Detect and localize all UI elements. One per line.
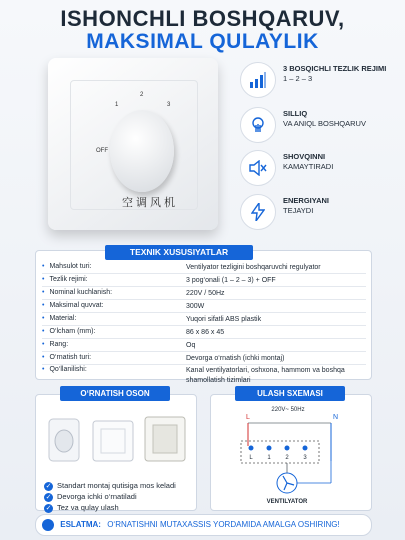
spec-row [42,341,366,351]
spec-value: 300W [186,303,205,310]
wiring-diagram [213,401,369,507]
speed-mark-1: 1 [115,102,119,108]
spec-table [35,250,372,384]
feature-speed [240,62,400,102]
spec-row [42,328,366,338]
hand-touch-icon [240,107,276,143]
install-heading: O‘RNATISH OSON [60,386,170,401]
spec-key: • O‘lcham (mm): [42,328,186,338]
terminal-1: 1 [267,455,271,461]
spec-key: • Mahsulot turi: [42,263,186,273]
spec-value: Kanal ventilyatorlari, oshxona, hammom va boshqa shamollatish tizimlari [186,367,345,384]
spec-row [42,276,366,286]
install-item: ✓ Tez va qulay ulash [45,503,119,512]
feature-smooth [240,107,400,147]
spec-key: • Rang: [42,341,186,351]
off-mark: OFF [96,148,108,154]
install-item: ✓ Devorga ichki o‘rnatiladi [45,492,137,501]
spec-key: • Tezlik rejimi: [42,276,186,286]
speed-mark-3: 3 [167,102,171,108]
spec-key: • O‘rnatish turi: [42,354,186,364]
terminal-2: 2 [285,455,289,461]
speed-mark-2: 2 [140,92,144,98]
install-illustration [41,409,191,471]
feature-noise-subtitle: KAMAYTIRADI [283,162,334,171]
spec-key: • Nominal kuchlanish: [42,289,186,299]
feature-energy-subtitle: TEJAYDI [283,206,314,215]
spec-row [42,354,366,364]
terminal-3: 3 [303,455,307,461]
chinese-label: 空调风机 [122,196,178,209]
switch-plate [48,58,218,230]
wiring-heading: ULASH SXEMASI [235,386,345,401]
bar-chart-icon [240,62,276,98]
install-panel [35,394,197,511]
spec-row [42,302,366,312]
live-label: L [246,414,250,421]
mute-speaker-icon [240,150,276,186]
feature-speed-title: 3 BOSQICHLI TEZLIK REJIMI [283,64,387,73]
spec-key: • Material: [42,315,186,325]
spec-key: • Maksimal quvvat: [42,302,186,312]
terminal-L: L [249,455,253,461]
feature-smooth-title: SILLIQ [283,109,308,118]
speed-knob [110,110,174,192]
headline-line1: ISHONCHLI BOSHQARUV, [60,6,345,31]
spec-value: Devorga o‘rnatish (ichki montaj) [186,355,285,362]
feature-noise [240,150,400,190]
spec-value: Ventilyator tezligini boshqaruvchi regulyator [186,264,321,271]
spec-heading: TEXNIK XUSUSIYATLAR [105,245,253,260]
feature-noise-title: SHOVQINNI [283,152,326,161]
neutral-label: N [333,414,339,421]
spec-value: Oq [186,342,196,349]
note-bar [35,514,372,536]
feature-energy-title: ENERGIYANI [283,196,329,205]
fan-label: VENTILYATOR [266,499,308,505]
supply-label: 220V~ 50Hz [271,407,305,413]
spec-value: Yuqori sifatli ABS plastik [186,316,262,323]
lightning-icon [240,194,276,230]
note-label: ESLATMA: [60,520,101,529]
spec-value: 3 pog‘onali (1 – 2 – 3) + OFF [186,277,276,284]
feature-smooth-subtitle: VA ANIQL BOSHQARUV [283,119,366,128]
spec-key: • Qo‘llanilishi: [42,366,186,386]
spec-row [42,263,366,273]
headline-line2: MAKSIMAL QULAYLIK [86,30,319,53]
spec-row [42,315,366,325]
spec-row [42,366,366,386]
spec-row [42,289,366,299]
spec-value: 220V / 50Hz [186,290,225,297]
note-text: O‘RNATISHNI MUTAXASSIS YORDAMIDA AMALGA OSHIRING! [107,520,340,529]
lightbulb-icon [42,519,54,531]
feature-speed-subtitle: 1 – 2 – 3 [283,74,313,83]
feature-energy [240,194,400,234]
wiring-panel [210,394,372,511]
install-item: ✓ Standart montaj qutisiga mos keladi [45,481,176,490]
spec-value: 86 x 86 x 45 [186,329,225,336]
